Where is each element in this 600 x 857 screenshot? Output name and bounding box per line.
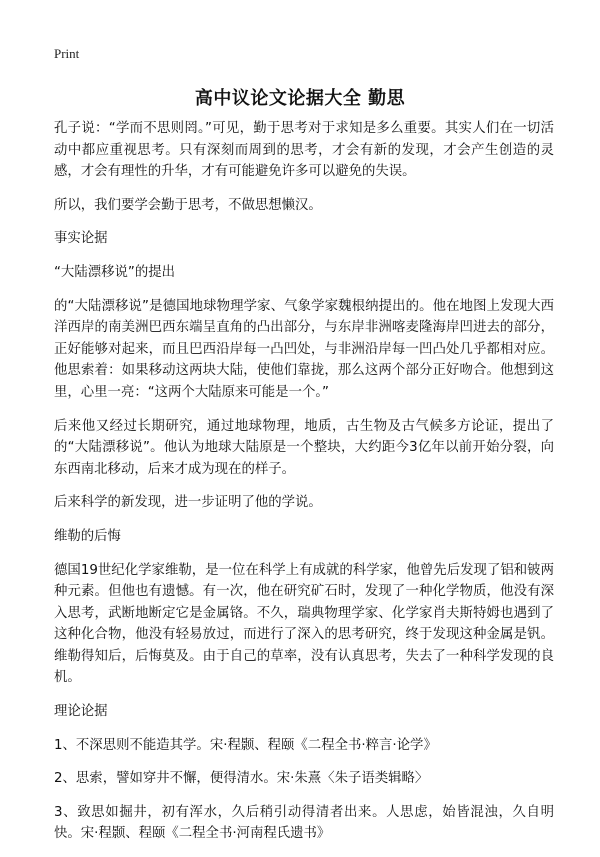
- wegener-paragraph-1: 的“大陆漂移说”是德国地球物理学家、气象学家魏根纳提出的。他在地图上发现大西洋西岸的南美洲巴西东端呈直角的凸出部分，与东岸非洲喀麦隆海岸凹进去的部分，正好能够对起来，而且巴西沿岸每一凸凹处，与非洲沿岸每一凹凸处几乎都相对应。他思索着：如果移动这两块大陆，使他们靠拢，那么这两个部分正好吻合。他想到这里，心里一亮：“这两个大陆原来可能是一个。”: [54, 298, 554, 400]
- conclusion-paragraph: 所以，我们要学会勤于思考，不做思想懒汉。: [54, 197, 322, 213]
- page-title: 高中议论文论据大全 勤思: [194, 88, 406, 109]
- subheading-wohler-regret: 维勒的后悔: [54, 528, 121, 544]
- quote-item-1: 1、不深思则不能造其学。宋·程颢、程颐《二程全书·粹言·论学》: [54, 737, 437, 753]
- wegener-paragraph-2: 后来他又经过长期研究，通过地球物理，地质，古生物及古气候多方论证，提出了的“大陆漂移说”。他认为地球大陆原是一个整块，大约距今3亿年以前开始分裂，向东西南北移动，后来才成为现在的样子。: [54, 418, 554, 477]
- document-body: [54, 118, 554, 857]
- quote-item-2: 2、思索，譬如穿井不懈，便得清水。宋·朱熹〈朱子语类辑略〉: [54, 771, 429, 787]
- print-link[interactable]: Print: [54, 46, 80, 61]
- quote-item-3: 3、致思如掘井，初有浑水，久后稍引动得清者出来。人思虑，始皆混浊，久自明快。宋·程颢、程颐《二程全书·河南程氏遗书》: [54, 804, 554, 842]
- section-heading-theory: 理论论据: [54, 704, 108, 720]
- intro-paragraph: 孔子说：“学而不思则罔。”可见，勤于思考对于求知是多么重要。其实人们在一切活动中都应重视思考。只有深刻而周到的思考，才会有新的发现，才会产生创造的灵感，才会有理性的升华，才有可能避免许多可以避免的失误。: [54, 121, 554, 180]
- section-heading-facts: 事实论据: [54, 231, 108, 247]
- wegener-paragraph-3: 后来科学的新发现，进一步证明了他的学说。: [54, 495, 322, 511]
- subheading-continental-drift: “大陆漂移说”的提出: [54, 264, 175, 280]
- wohler-paragraph: 德国19世纪化学家维勒，是一位在科学上有成就的科学家，他曾先后发现了铝和铍两种元素。但他也有遗憾。有一次，他在研究矿石时，发现了一种化学物质，他没有深入思考，武断地断定它是金属铬。不久，瑞典物理学家、化学家肖夫斯特姆也遇到了这种化合物，他没有轻易放过，而进行了深入的思考研究，终于发现这种金属是钒。维勒得知后，后悔莫及。由于自己的草率，没有认真思考，失去了一种科学发现的良机。: [54, 562, 554, 686]
